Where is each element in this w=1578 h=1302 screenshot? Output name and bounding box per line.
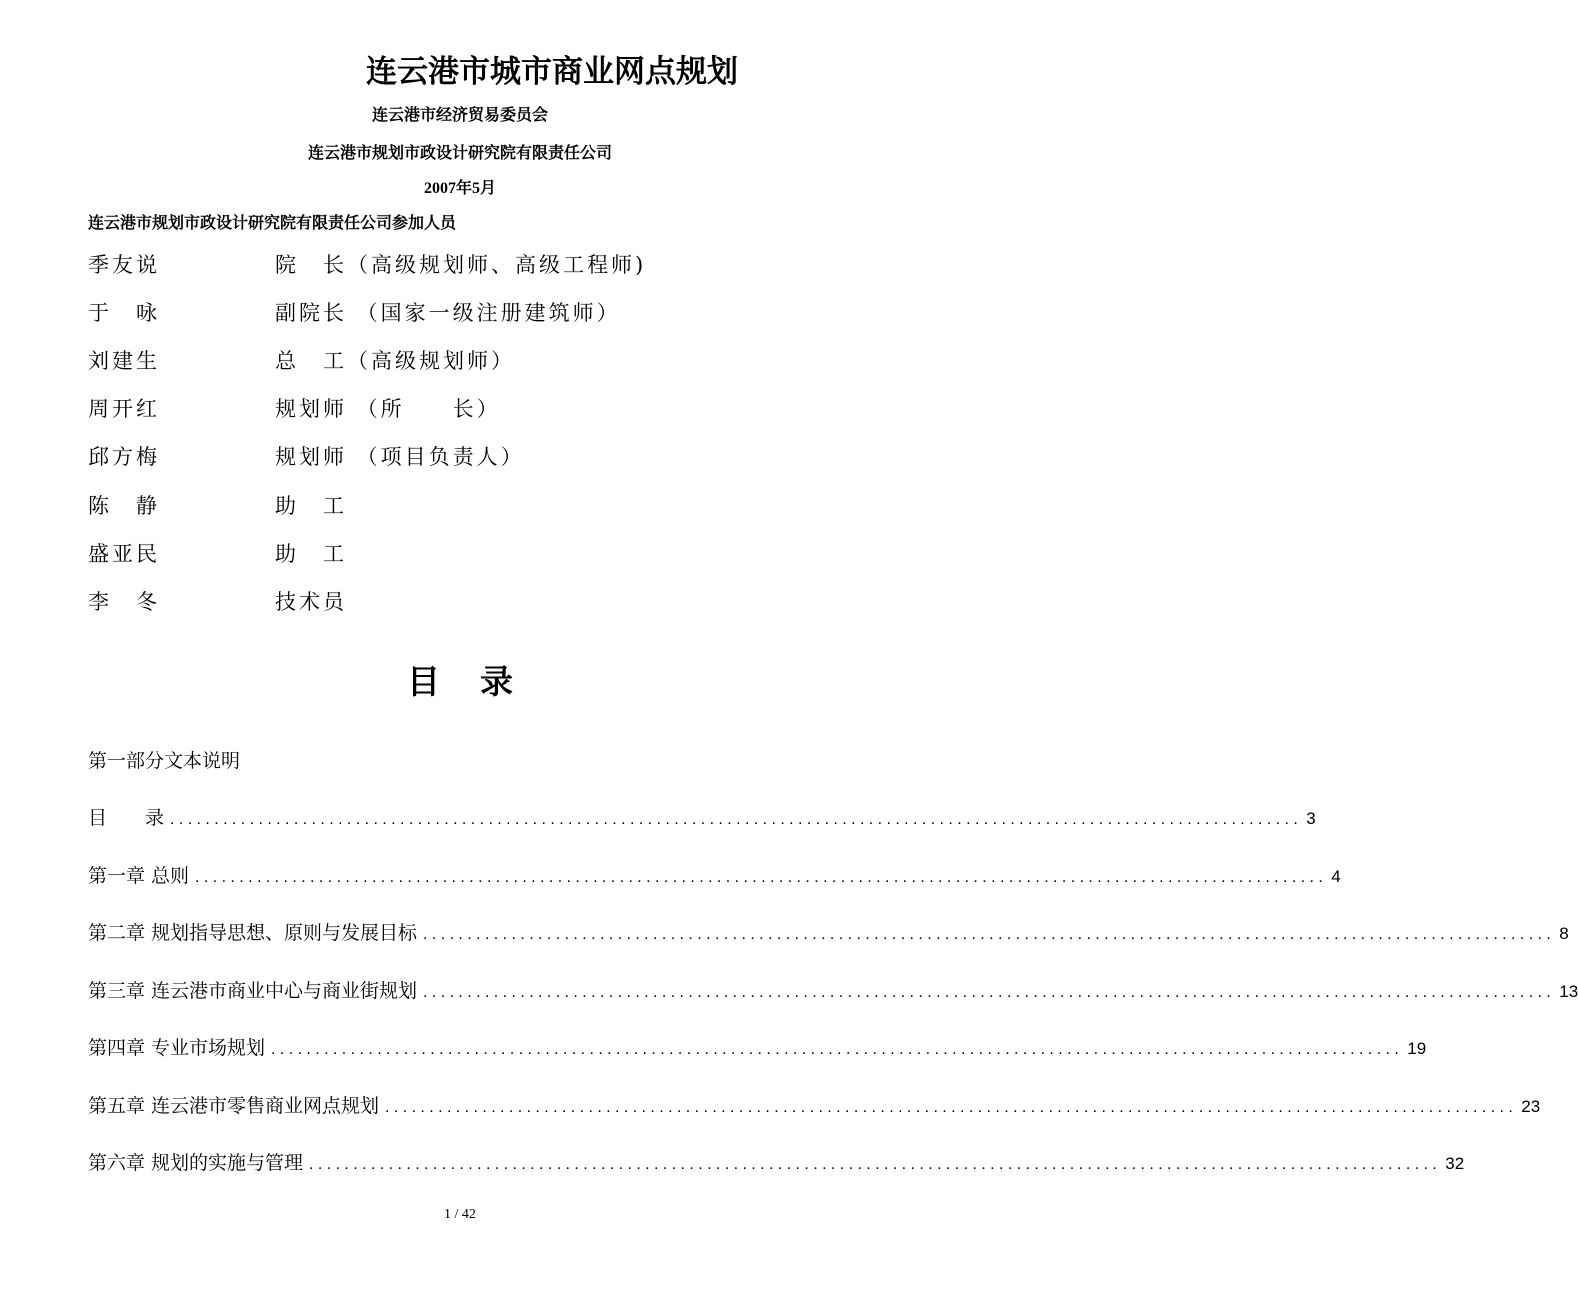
dot-leader: ................................................................................................................................ — [423, 926, 1556, 943]
member-role: 规划师 （项目负责人） — [275, 445, 525, 469]
member-name: 盛亚民 — [88, 542, 160, 566]
toc-entry-page: 3 — [1306, 809, 1316, 828]
toc-entry-page: 19 — [1407, 1039, 1427, 1058]
member-role: 副院长 （国家一级注册建筑师） — [275, 301, 621, 325]
toc-entry-page: 13 — [1559, 982, 1578, 1001]
toc-entry-label: 第六章 规划的实施与管理 — [88, 1152, 304, 1174]
dot-leader: ................................................................................................................................ — [309, 1156, 1442, 1173]
member-name: 于 咏 — [88, 301, 160, 325]
subtitle-institute: 连云港市规划市政设计研究院有限责任公司 — [307, 143, 612, 162]
toc-entry[interactable] — [88, 1092, 1541, 1120]
member-role: 助 工 — [275, 494, 347, 518]
toc-entry[interactable] — [88, 1034, 1427, 1062]
toc-entry-page: 32 — [1445, 1154, 1465, 1173]
member-name: 陈 静 — [88, 494, 160, 518]
member-role: 技术员 — [275, 590, 347, 614]
team-heading: 连云港市规划市政设计研究院有限责任公司参加人员 — [88, 213, 457, 232]
toc-entry-label: 第五章 连云港市零售商业网点规划 — [88, 1095, 380, 1117]
toc-entry-page: 8 — [1559, 924, 1569, 943]
dot-leader: ................................................................................................................................ — [271, 1041, 1404, 1058]
member-name: 李 冬 — [88, 590, 160, 614]
dot-leader: ................................................................................................................................ — [170, 811, 1303, 828]
toc-entry-label: 第一章 总则 — [88, 865, 190, 887]
subtitle-organization: 连云港市经济贸易委员会 — [371, 105, 548, 124]
page-footer: 1 / 42 — [444, 1207, 476, 1222]
toc-entry-page: 23 — [1521, 1097, 1541, 1116]
member-name: 刘建生 — [88, 349, 160, 373]
member-name: 周开红 — [88, 397, 160, 421]
toc-entry[interactable] — [88, 919, 1569, 947]
toc-entry-page: 4 — [1331, 867, 1341, 886]
toc-entry[interactable] — [88, 977, 1578, 1005]
dot-leader: ................................................................................................................................ — [195, 869, 1328, 886]
toc-entry[interactable] — [88, 804, 1316, 832]
toc-entry[interactable] — [88, 1149, 1465, 1177]
toc-title: 目录 — [407, 662, 553, 701]
member-role: 院 长（高级规划师、高级工程师) — [275, 253, 647, 277]
toc-entry-label: 第四章 专业市场规划 — [88, 1037, 266, 1059]
document-title: 连云港市城市商业网点规划 — [366, 54, 738, 90]
toc-entry-label: 目 录 — [88, 807, 165, 829]
dot-leader: ................................................................................................................................ — [385, 1099, 1518, 1116]
member-role: 助 工 — [275, 542, 347, 566]
subtitle-date: 2007年5月 — [423, 180, 496, 197]
member-role: 规划师 （所 长） — [275, 397, 501, 421]
dot-leader: ................................................................................................................................ — [423, 984, 1556, 1001]
member-name: 邱方梅 — [88, 445, 160, 469]
toc-entry-label: 第三章 连云港市商业中心与商业街规划 — [88, 980, 418, 1002]
member-name: 季友说 — [88, 253, 160, 277]
member-role: 总 工（高级规划师） — [275, 349, 515, 373]
toc-entry-label: 第二章 规划指导思想、原则与发展目标 — [88, 922, 418, 944]
toc-entry[interactable] — [88, 862, 1341, 890]
toc-part-title: 第一部分文本说明 — [88, 750, 241, 772]
